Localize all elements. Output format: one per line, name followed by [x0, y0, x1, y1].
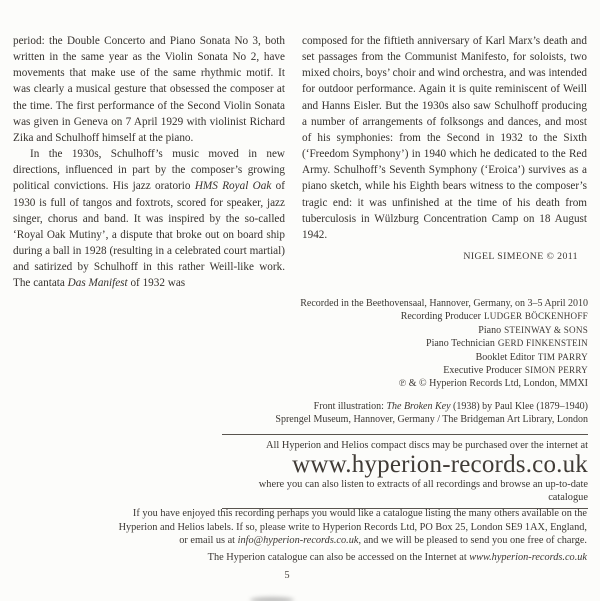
credit-value: STEINWAY & SONS: [504, 324, 588, 335]
article-column-right: [302, 33, 587, 292]
article-paragraph: [13, 146, 285, 291]
text-run: In the 1930s, Schulhoff’s music moved in new directions, influenced in part by the composer’s growing political convictions. His jazz oratorio: [13, 148, 285, 193]
purchase-box: [222, 434, 588, 509]
text-run: If you have enjoyed this recording perhaps you would like a catalogue listing the many others available on the Hyperion and Helios labels. If so, please write to Hyperion Records Ltd, PO Box 25, London SE9 1AX, England, or email us at: [118, 508, 587, 547]
scan-artifact: [250, 597, 294, 601]
credit-line: [168, 351, 588, 364]
credit-label: Recording Producer: [400, 311, 481, 323]
catalogue-access-note: [109, 552, 587, 563]
page-number: 5: [284, 570, 290, 581]
text-run: (1938) by Paul Klee (1879–1940): [450, 400, 588, 412]
credit-value: GERD FINKENSTEIN: [497, 338, 588, 349]
credit-line: [168, 337, 588, 350]
article-paragraph: period: the Double Concerto and Piano Sonata No 3, both written in the same year as the Violin Sonata No 2, have movements that make use of the same rhythmic motif. It was clearly a musical gesture that obsessed the composer at the time. The first performance of the Second Violin Sonata was given in Geneva on 7 April 1929 with violinist Richard Zika and Schulhoff himself at the piano.: [13, 35, 285, 144]
front-illustration-credit: [168, 400, 588, 413]
article: [13, 33, 587, 292]
illustration-source-credit: Sprengel Museum, Hannover, Germany / The Bridgeman Art Library, London: [275, 414, 588, 426]
text-run: The Hyperion catalogue can also be accessed on the Internet at: [207, 552, 470, 563]
text-run: Front illustration:: [313, 400, 387, 412]
text-run: of 1930 is full of tangos and foxtrots, scored for speaker, jazz singer, chorus and band. It was inspired by the so-called ‘Royal Oak Mutiny’, a dispute that broke out on board ship during a ball in 1928 (resulting in a celebrated court martial) and satirized by Schulhoff in this rather Weill-like work. The cantata: [13, 180, 285, 290]
work-title-italic: HMS Royal Oak: [194, 180, 272, 193]
credit-line: [168, 324, 588, 337]
credit-value: SIMON PERRY: [524, 365, 588, 376]
purchase-subnote: where you can also listen to extracts of all recordings and browse an up-to-date catalogue: [258, 479, 588, 503]
text-run: of 1932 was: [127, 277, 186, 290]
credit-label: Piano Technician: [426, 338, 495, 350]
credit-line: [168, 364, 588, 377]
website-url-italic: www.hyperion-records.co.uk: [469, 552, 587, 563]
credit-value: LUDGER BÖCKENHOFF: [483, 311, 588, 322]
artwork-title-italic: The Broken Key: [386, 400, 451, 412]
credit-label: Executive Producer: [443, 365, 522, 377]
purchase-note: All Hyperion and Helios compact discs may be purchased over the internet at: [265, 440, 588, 451]
credit-line: [168, 297, 588, 310]
credit-label: ℗ & © Hyperion Records Ltd, London, MMXI: [398, 378, 588, 390]
credit-line: [168, 377, 588, 390]
credit-value: TIM PARRY: [537, 351, 588, 362]
email-address-italic: info@hyperion-records.co.uk: [237, 535, 359, 547]
website-url: www.hyperion-records.co.uk: [292, 451, 588, 478]
author-byline: NIGEL SIMEONE © 2011: [463, 251, 578, 263]
article-column-left: [13, 33, 285, 292]
work-title-italic: Das Manifest: [67, 277, 128, 290]
text-run: , and we will be pleased to send you one free of charge.: [358, 535, 587, 547]
credit-label: Booklet Editor: [475, 351, 535, 363]
credit-label: Recorded in the Beethovensaal, Hannover, Germany, on 3–5 April 2010: [300, 298, 588, 309]
credit-label: Piano: [478, 324, 502, 336]
catalogue-offer-note: [109, 507, 587, 548]
article-paragraph: composed for the fiftieth anniversary of Karl Marx’s death and set passages from the Communist Manifesto, for soloists, two mixed choirs, boys’ choir and wind orchestra, and was intended for outdoor performance. Again it is quite reminiscent of Weill and Hanns Eisler. But the 1930s also saw Schulhoff producing a number of arrangements of folksongs and dances, and most of his symphonies: from the Second in 1932 to the Sixth (‘Freedom Symphony’) in 1940 which he dedicated to the Red Army. Schulhoff’s Seventh Symphony (‘Eroica’) survives as a piano sketch, while his Eighth bears witness to the composer’s tragic end: it was unfinished at the time of his death from tuberculosis in Wülzburg Concentration Camp on 18 August 1942.: [302, 35, 587, 241]
credit-line: [168, 310, 588, 323]
credits-block: [168, 297, 588, 427]
